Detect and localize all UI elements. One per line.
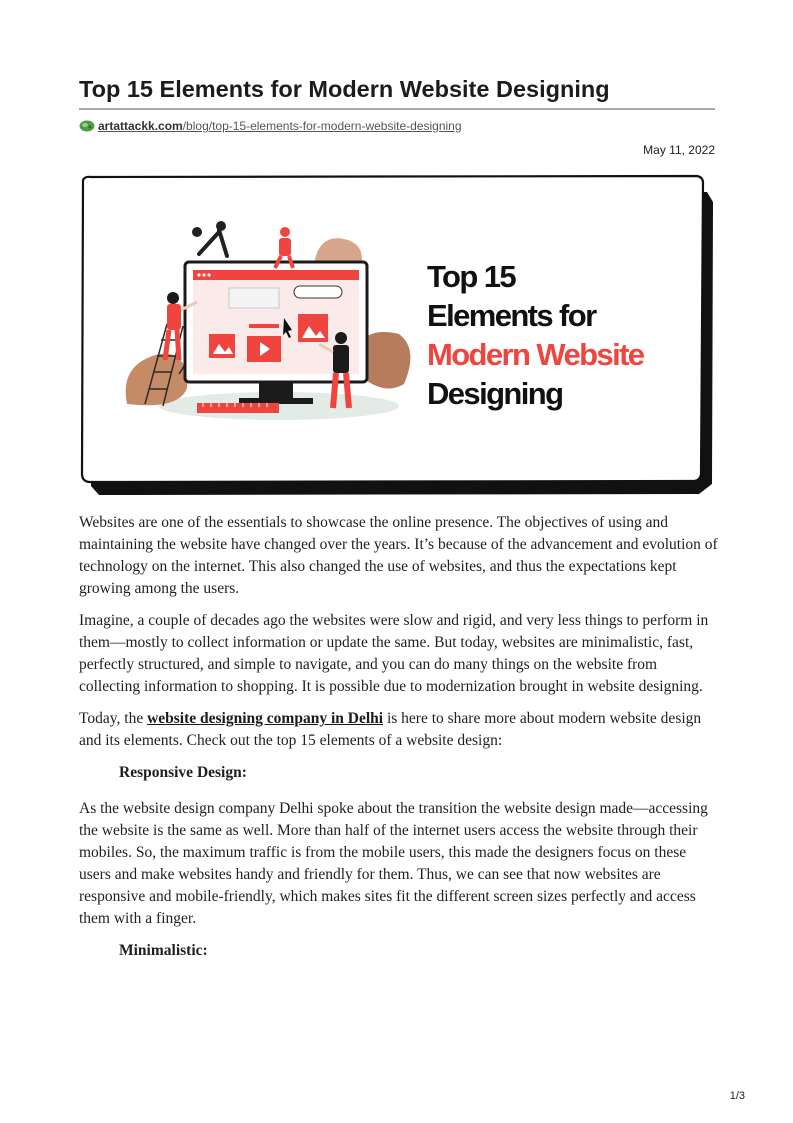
publish-date: May 11, 2022: [643, 143, 715, 157]
paragraph-3: [79, 708, 719, 752]
title-divider: [79, 108, 715, 110]
hero-banner-image: [79, 174, 715, 496]
source-link[interactable]: [98, 119, 462, 133]
heading-responsive-design: Responsive Design:: [119, 764, 247, 781]
paragraph-3-before: Today, the: [79, 710, 148, 727]
hero-line-3: Modern Website: [427, 337, 644, 372]
source-line: [79, 118, 462, 134]
paragraph-2: Imagine, a couple of decades ago the websites were slow and rigid, and very less things to perform in them—mostly to collect information or update the same. But today, websites are minimalistic, fast, perfectly structured, and simple to navigate, and you can do many things on the website from collecting information to shopping. It is possible due to modernization brought in website designing.: [79, 612, 709, 695]
page-title: Top 15 Elements for Modern Website Designing: [79, 76, 610, 102]
hero-line-2: Elements for: [427, 298, 596, 333]
paragraph-3-after: is here to share more about modern website design and its elements. Check out the top 15 elements of a website design:: [79, 710, 702, 749]
paragraph-1: Websites are one of the essentials to showcase the online presence. The objectives of using and maintaining the website have changed over the years. It’s because of the advancement and evolution of technology on the internet. This also changed the use of websites, and thus the expectations kept growing among the users.: [79, 514, 718, 597]
heading-minimalistic: Minimalistic:: [119, 942, 208, 959]
paragraph-4: As the website design company Delhi spoke about the transition the website design made—accessing the website is the same as well. More than half of the internet users access the website through their mobiles. So, the maximum traffic is from the mobile users, this made the designers focus on these users and make websites handy and friendly for them. Thus, we can see that now websites are responsive and mobile-friendly, which makes sites fit the different screen sizes perfectly and access them with a finger.: [79, 800, 708, 927]
hero-line-1: Top 15: [427, 259, 516, 294]
source-domain: artattackk.com: [98, 119, 183, 133]
article-body: [79, 512, 719, 976]
website-designing-company-link[interactable]: website designing company in Delhi: [147, 710, 384, 727]
site-favicon-icon: [79, 120, 95, 132]
page-number: 1/3: [729, 1090, 745, 1102]
hero-line-4: Designing: [427, 376, 563, 411]
source-path: /blog/top-15-elements-for-modern-website-designing: [182, 119, 462, 133]
